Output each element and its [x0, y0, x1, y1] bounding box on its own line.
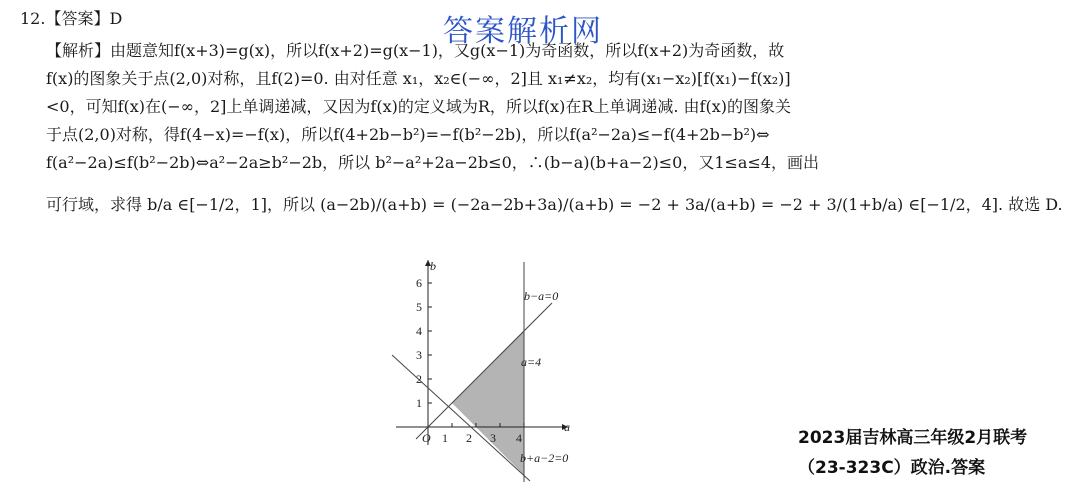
analysis-line-3: <0，可知f(x)在(−∞，2]上单调递减，又因为f(x)的定义域为R，所以f(x)在R上单调递减. 由f(x)的图象关 — [46, 97, 791, 116]
answer-line: 12.【答案】D — [20, 9, 123, 28]
analysis-line-6: 可行域，求得 b/a ∈[−1/2，1]，所以 (a−2b)/(a+b) = (−2a−2b+3a)/(a+b) = −2 + 3a/(a+b) = −2 + 3/(1+b/a) ∈[−1/2，4]. 故选 D. — [46, 195, 1063, 214]
analysis-line-5: f(a²−2a)≤f(b²−2b)⇔a²−2a≥b²−2b，所以 b²−a²+2a−2b≤0，∴(b−a)(b+a−2)≤0，又1≤a≤4，画出 — [46, 153, 820, 172]
analysis-line-1: 【解析】由题意知f(x+3)=g(x)，所以f(x+2)=g(x−1)，又g(x−1)为奇函数，所以f(x+2)为奇函数，故 — [46, 41, 785, 60]
y-tick-4: 4 — [416, 324, 422, 338]
feasible-region-figure — [388, 250, 598, 490]
watermark-text: 答案解析网 — [443, 14, 603, 49]
x-tick-3: 3 — [490, 431, 496, 445]
x-tick-1: 1 — [442, 431, 448, 445]
label-b-plus-a-minus-2: b+a−2=0 — [520, 451, 569, 465]
footer-exam-code: （23-323C）政治.答案 — [798, 458, 986, 478]
y-tick-6: 6 — [416, 276, 422, 290]
label-b-minus-a: b−a=0 — [524, 289, 559, 303]
analysis-line-2: f(x)的图象关于点(2,0)对称，且f(2)=0. 由对任意 x₁，x₂∈(−∞，2]且 x₁≠x₂，均有(x₁−x₂)[f(x₁)−f(x₂)] — [46, 69, 791, 88]
x-tick-2: 2 — [466, 431, 472, 445]
y-tick-5: 5 — [416, 300, 422, 314]
feasible-region — [452, 331, 524, 475]
label-a-equals-4: a=4 — [521, 355, 542, 369]
axis-a-label: a — [564, 420, 570, 434]
footer-exam-title: 2023届吉林高三年级2月联考 — [798, 428, 1028, 448]
analysis-line-4: 于点(2,0)对称，得f(4−x)=−f(x)，所以f(4+2b−b²)=−f(b²−2b)，所以f(a²−2a)≤−f(4+2b−b²)⇔ — [46, 125, 770, 144]
y-tick-3: 3 — [416, 348, 422, 362]
y-tick-1: 1 — [416, 396, 422, 410]
x-tick-4: 4 — [516, 431, 522, 445]
axis-b-label: b — [430, 259, 436, 273]
origin-label: O — [422, 431, 431, 445]
coordinate-plot — [388, 250, 598, 490]
y-tick-2: 2 — [416, 372, 422, 386]
